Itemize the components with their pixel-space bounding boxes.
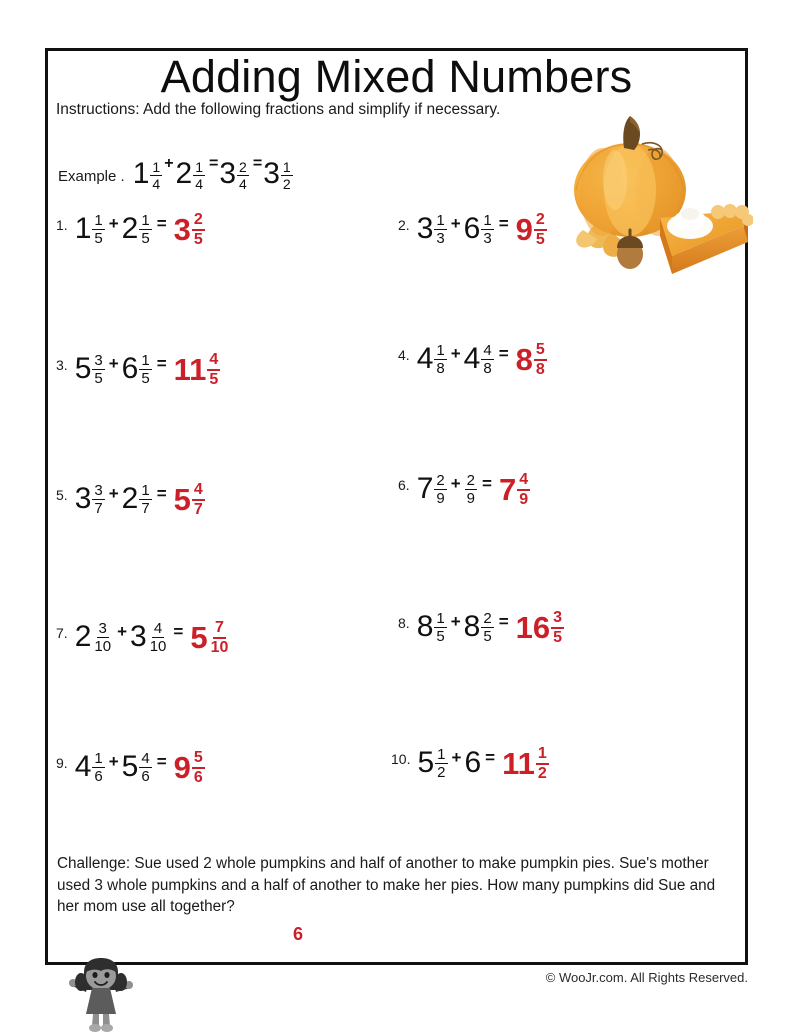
problem-number: 10. xyxy=(391,751,411,767)
denominator: 5 xyxy=(535,231,545,248)
term-1-whole: 3 xyxy=(74,482,92,515)
term-1-whole: 5 xyxy=(74,352,92,385)
problem-number: 7. xyxy=(56,625,68,641)
numerator: 1 xyxy=(141,481,150,499)
term-2-whole: 3 xyxy=(130,620,147,653)
example-equals-2: = xyxy=(252,155,263,172)
equals-sign: = xyxy=(156,484,167,503)
term-1-fraction xyxy=(434,611,446,644)
operator: + xyxy=(450,344,461,363)
numerator: 1 xyxy=(94,211,103,229)
denominator: 7 xyxy=(94,499,103,517)
term-2-whole: 4 xyxy=(463,342,481,375)
pumpkin-tendril xyxy=(642,143,662,160)
operator: + xyxy=(117,622,127,641)
term-1 xyxy=(417,213,448,246)
answer-whole: 7 xyxy=(498,471,517,507)
numerator: 2 xyxy=(192,212,205,231)
answer-whole: 9 xyxy=(515,211,533,247)
example-result-simplified-fraction xyxy=(281,160,293,191)
denominator: 7 xyxy=(193,501,203,518)
term-1 xyxy=(417,747,448,780)
numerator: 1 xyxy=(436,609,445,627)
problem-row xyxy=(48,341,745,471)
numerator: 4 xyxy=(207,352,220,371)
term-2 xyxy=(464,473,478,506)
numerator: 4 xyxy=(483,341,492,359)
footer-copyright: © WooJr.com. All Rights Reserved. xyxy=(545,970,748,985)
operator: + xyxy=(451,748,462,767)
term-1-whole: 4 xyxy=(416,342,434,375)
page-title: Adding Mixed Numbers xyxy=(160,51,633,102)
denominator: 5 xyxy=(483,627,492,645)
equals-sign: = xyxy=(498,344,509,363)
problem-number: 9. xyxy=(56,755,68,771)
problem-row xyxy=(48,601,745,731)
problem-8 xyxy=(398,609,565,645)
denominator: 9 xyxy=(436,489,445,507)
answer-whole: 5 xyxy=(173,481,191,517)
problem-row xyxy=(48,211,745,341)
term-2-fraction xyxy=(465,473,477,506)
denominator: 9 xyxy=(519,491,529,508)
challenge-text: Challenge: Sue used 2 whole pumpkins and half of another to make pumpkin pies. Sue's mother used 3 whole pumpkins and a half of another to make her pies. How many pumpkins did Sue and her mom use all together? xyxy=(57,855,716,916)
example-equals-1: = xyxy=(209,155,219,172)
worksheet-page xyxy=(45,48,748,965)
denominator: 5 xyxy=(94,229,103,247)
answer-whole: 11 xyxy=(502,745,535,781)
answer-whole: 5 xyxy=(190,619,208,655)
answer-1 xyxy=(174,211,206,247)
term-1-fraction xyxy=(92,621,113,654)
denominator: 5 xyxy=(193,231,203,248)
numerator: 1 xyxy=(141,351,150,369)
example-term-1-whole: 1 xyxy=(132,157,150,190)
denominator: 2 xyxy=(537,765,547,782)
example-result-simplified xyxy=(263,157,293,191)
problem-number: 3. xyxy=(56,357,68,373)
problem-number: 2. xyxy=(398,217,410,233)
numerator: 2 xyxy=(239,158,247,175)
numerator: 2 xyxy=(534,212,547,231)
problem-expression xyxy=(75,619,232,655)
term-1 xyxy=(417,473,448,506)
term-1-whole: 2 xyxy=(74,620,92,653)
term-2-fraction xyxy=(139,751,151,784)
numerator: 1 xyxy=(152,158,161,175)
numerator: 1 xyxy=(195,158,204,175)
answer-6 xyxy=(499,471,531,507)
term-2 xyxy=(122,353,153,386)
term-2-fraction xyxy=(481,213,493,246)
challenge-answer: 6 xyxy=(292,924,303,944)
term-2 xyxy=(464,343,495,376)
answer-whole: 11 xyxy=(173,351,207,387)
equals-sign: = xyxy=(156,752,167,771)
numerator: 2 xyxy=(436,471,445,489)
example-result-unsimplified-whole: 3 xyxy=(219,157,237,190)
example-result-unsimplified-fraction xyxy=(237,160,249,191)
answer-9 xyxy=(174,749,206,785)
answer-3 xyxy=(174,351,222,387)
answer-8 xyxy=(516,609,565,645)
problem-expression xyxy=(417,341,548,377)
numerator: 3 xyxy=(94,481,103,499)
denominator: 5 xyxy=(209,371,219,388)
denominator: 6 xyxy=(141,767,150,785)
numerator: 1 xyxy=(436,211,445,229)
numerator: 1 xyxy=(141,211,150,229)
problem-number: 1. xyxy=(56,217,68,233)
problem-expression xyxy=(75,481,206,517)
term-2-whole: 6 xyxy=(464,746,482,779)
numerator: 4 xyxy=(153,619,163,637)
numerator: 1 xyxy=(437,745,446,763)
term-2-whole: 2 xyxy=(121,482,139,515)
operator: + xyxy=(108,484,119,503)
term-1-fraction xyxy=(92,213,104,246)
example-term-2 xyxy=(176,157,206,191)
problem-expression xyxy=(75,351,222,387)
equals-sign: = xyxy=(156,354,167,373)
example-result-simplified-whole: 3 xyxy=(263,157,280,190)
answer-7 xyxy=(190,619,231,655)
denominator: 4 xyxy=(195,175,204,192)
numerator: 3 xyxy=(94,351,103,369)
problem-expression xyxy=(417,471,531,507)
problem-expression xyxy=(417,609,565,645)
term-2 xyxy=(122,751,153,784)
problem-number: 5. xyxy=(56,487,68,503)
answer-whole: 8 xyxy=(515,341,533,377)
answer-fraction xyxy=(192,750,205,786)
answer-fraction xyxy=(534,342,547,378)
term-2-whole: 5 xyxy=(121,750,139,783)
answer-fraction xyxy=(192,482,205,518)
denominator: 7 xyxy=(141,499,150,517)
problem-number: 6. xyxy=(398,477,410,493)
pumpkin-stem xyxy=(623,116,640,150)
operator: + xyxy=(450,612,461,631)
denominator: 5 xyxy=(436,627,445,645)
denominator: 2 xyxy=(282,175,291,192)
term-2-fraction xyxy=(139,483,151,516)
example-term-2-whole: 2 xyxy=(175,157,193,190)
numerator: 2 xyxy=(483,609,492,627)
term-2-fraction xyxy=(139,213,151,246)
answer-fraction xyxy=(517,472,530,508)
term-1 xyxy=(75,213,106,246)
numerator: 1 xyxy=(436,341,445,359)
problem-2 xyxy=(398,211,548,247)
term-1-whole: 8 xyxy=(416,610,434,643)
term-2-whole: 6 xyxy=(121,352,139,385)
term-1-fraction xyxy=(92,483,104,516)
denominator: 2 xyxy=(437,763,446,781)
problem-9 xyxy=(56,749,206,785)
term-1-fraction xyxy=(434,473,446,506)
answer-4 xyxy=(516,341,548,377)
operator: + xyxy=(108,354,119,373)
answer-fraction xyxy=(207,352,220,388)
denominator: 3 xyxy=(436,229,445,247)
term-1-whole: 7 xyxy=(416,472,434,505)
denominator: 3 xyxy=(483,229,492,247)
term-1-fraction xyxy=(434,213,446,246)
example-term-1 xyxy=(133,157,163,191)
denominator: 8 xyxy=(535,361,545,378)
operator: + xyxy=(450,474,461,493)
term-1-whole: 4 xyxy=(74,750,92,783)
example-term-2-fraction xyxy=(193,160,205,191)
answer-fraction xyxy=(209,620,231,656)
term-1-fraction xyxy=(92,751,104,784)
instructions-text: Instructions: Add the following fractions and simplify if necessary. xyxy=(56,101,501,118)
problem-expression xyxy=(417,211,548,247)
problem-expression xyxy=(417,745,549,781)
answer-fraction xyxy=(534,212,547,248)
problem-expression xyxy=(75,749,206,785)
term-2-whole: 6 xyxy=(463,212,481,245)
equals-sign: = xyxy=(173,622,184,641)
term-2-fraction xyxy=(481,343,493,376)
answer-fraction xyxy=(551,610,564,646)
problem-number: 4. xyxy=(398,347,410,363)
equals-sign: = xyxy=(482,474,492,493)
example-term-1-fraction xyxy=(150,160,162,191)
example-operator: + xyxy=(164,155,174,172)
denominator: 5 xyxy=(141,369,150,387)
operator: + xyxy=(108,752,119,771)
term-1-fraction xyxy=(435,747,447,780)
cartoon-girl-illustration xyxy=(66,956,136,1036)
denominator: 5 xyxy=(94,369,103,387)
term-2 xyxy=(130,621,169,654)
denominator: 10 xyxy=(210,639,229,656)
problem-row xyxy=(48,471,745,601)
answer-10 xyxy=(502,745,550,781)
problems-grid xyxy=(48,211,745,861)
denominator: 8 xyxy=(483,359,492,377)
numerator: 1 xyxy=(536,746,549,765)
denominator: 5 xyxy=(141,229,150,247)
problem-expression xyxy=(75,211,206,247)
term-2-fraction xyxy=(139,353,151,386)
term-1 xyxy=(75,751,106,784)
denominator: 8 xyxy=(436,359,445,377)
problem-10 xyxy=(391,745,550,781)
numerator: 4 xyxy=(192,482,205,501)
problem-6 xyxy=(398,471,531,507)
denominator: 9 xyxy=(466,489,475,507)
numerator: 4 xyxy=(141,749,150,767)
denominator: 6 xyxy=(94,767,103,785)
example-result-unsimplified xyxy=(219,157,249,191)
term-1 xyxy=(75,353,106,386)
answer-2 xyxy=(516,211,548,247)
term-2-whole: 8 xyxy=(463,610,481,643)
denominator: 10 xyxy=(149,637,167,655)
term-1-fraction xyxy=(434,343,446,376)
numerator: 5 xyxy=(534,342,547,361)
equals-sign: = xyxy=(498,214,509,233)
problem-3 xyxy=(56,351,221,387)
term-1 xyxy=(417,343,448,376)
numerator: 2 xyxy=(466,471,475,489)
equals-sign: = xyxy=(498,612,509,631)
numerator: 1 xyxy=(483,211,492,229)
answer-fraction xyxy=(536,746,549,782)
term-2 xyxy=(464,748,481,778)
term-2-whole: 2 xyxy=(121,212,139,245)
problem-number: 8. xyxy=(398,615,410,631)
operator: + xyxy=(108,214,119,233)
problem-7 xyxy=(56,619,231,655)
term-2 xyxy=(122,483,153,516)
term-2-fraction xyxy=(148,621,169,654)
problem-5 xyxy=(56,481,206,517)
denominator: 6 xyxy=(193,769,203,786)
term-1 xyxy=(417,611,448,644)
answer-whole: 9 xyxy=(173,749,191,785)
example-label: Example . xyxy=(58,167,125,185)
answer-whole: 16 xyxy=(515,609,551,645)
example-row xyxy=(58,151,294,197)
term-1 xyxy=(75,621,114,654)
numerator: 3 xyxy=(98,619,107,637)
denominator: 5 xyxy=(553,629,563,646)
answer-fraction xyxy=(192,212,205,248)
operator: + xyxy=(450,214,461,233)
numerator: 5 xyxy=(192,750,205,769)
term-2 xyxy=(464,213,495,246)
problem-1 xyxy=(56,211,206,247)
term-1-whole: 1 xyxy=(74,212,92,245)
equals-sign: = xyxy=(156,214,167,233)
problem-row xyxy=(48,731,745,861)
term-2 xyxy=(464,611,495,644)
term-1-whole: 5 xyxy=(417,746,435,779)
numerator: 7 xyxy=(213,620,226,639)
term-2-fraction xyxy=(481,611,493,644)
numerator: 1 xyxy=(94,749,103,767)
denominator: 10 xyxy=(94,637,112,655)
answer-5 xyxy=(174,481,206,517)
problem-4 xyxy=(398,341,548,377)
equals-sign: = xyxy=(485,748,496,767)
term-2 xyxy=(122,213,153,246)
answer-whole: 3 xyxy=(173,211,191,247)
numerator: 1 xyxy=(282,158,291,175)
denominator: 4 xyxy=(239,175,247,192)
numerator: 3 xyxy=(551,610,564,629)
numerator: 4 xyxy=(517,472,530,491)
term-1-whole: 3 xyxy=(416,212,434,245)
term-1-fraction xyxy=(92,353,104,386)
denominator: 4 xyxy=(152,175,161,192)
term-1 xyxy=(75,483,106,516)
